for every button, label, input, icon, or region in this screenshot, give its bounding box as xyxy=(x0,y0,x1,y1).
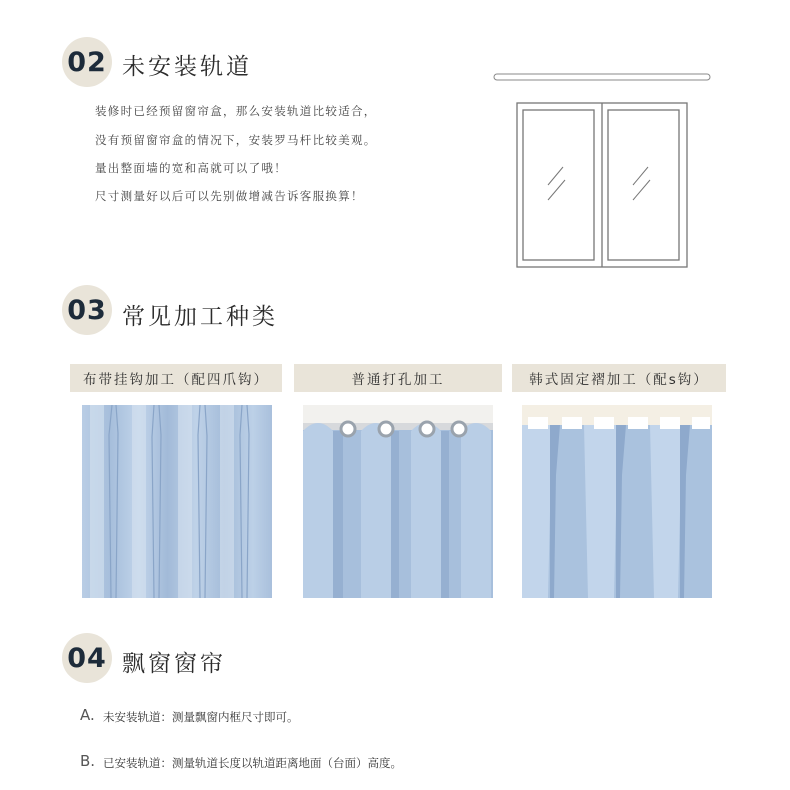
section-02-line-4: 尺寸测量好以后可以先别做增减告诉客服换算！ xyxy=(95,189,364,203)
section-02-line-1: 装修时已经预留窗帘盒，那么安装轨道比较适合， xyxy=(95,104,377,118)
curtain-rod xyxy=(494,74,710,80)
type-label-fixed-pleat: 韩式固定褶加工（配s钩） xyxy=(512,364,726,392)
photo-tape-hook-curtain xyxy=(82,405,272,598)
window-pane-left xyxy=(523,110,594,260)
section-03-title: 常见加工种类 xyxy=(122,304,278,330)
section-02-title: 未安装轨道 xyxy=(122,54,252,80)
item-a-marker: A. xyxy=(80,706,95,724)
type-label-grommet: 普通打孔加工 xyxy=(294,364,502,392)
section-03-number: 03 xyxy=(67,294,107,326)
item-a-text: 未安装轨道：测量飘窗内框尺寸即可。 xyxy=(103,710,299,724)
item-b-text: 已安装轨道：测量轨道长度以轨道距离地面（台面）高度。 xyxy=(103,756,402,770)
photo-fixed-pleat-curtain xyxy=(522,405,712,598)
section-02-line-2: 没有预留窗帘盒的情况下，安装罗马杆比较美观。 xyxy=(95,133,377,147)
section-02-number: 02 xyxy=(67,46,107,78)
window-illustration xyxy=(490,70,715,275)
section-02-line-3: 量出整面墙的宽和高就可以了哦！ xyxy=(95,161,287,175)
section-03-badge xyxy=(62,285,112,335)
section-04-number: 04 xyxy=(67,642,107,674)
section-04-badge xyxy=(62,633,112,683)
item-b-marker: B. xyxy=(80,752,96,770)
photo-grommet-curtain xyxy=(303,405,493,598)
type-label-tape-hook: 布带挂钩加工（配四爪钩） xyxy=(70,364,282,392)
section-04-title: 飘窗窗帘 xyxy=(122,651,226,677)
window-pane-right xyxy=(608,110,679,260)
section-02-badge xyxy=(62,37,112,87)
